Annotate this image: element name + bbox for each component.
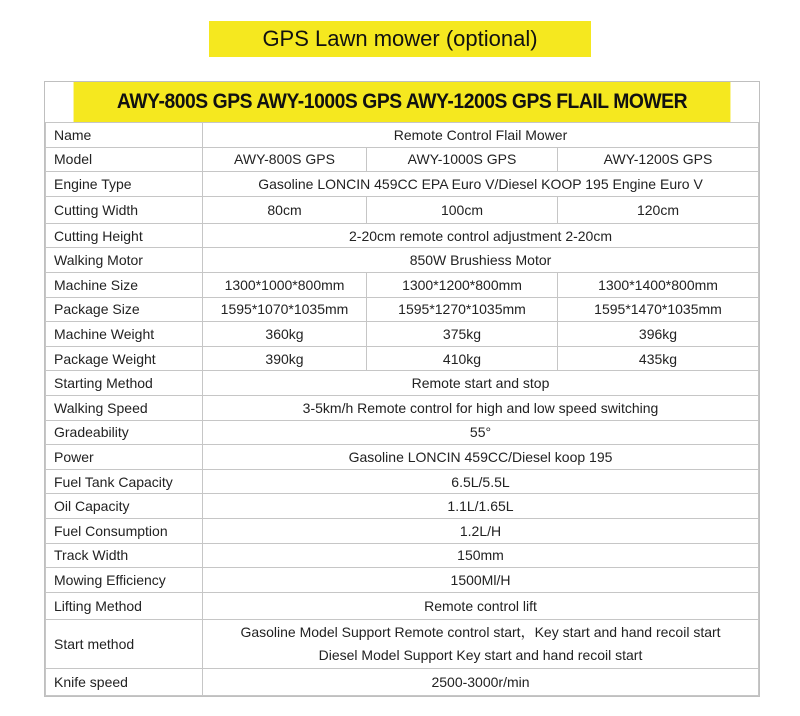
row-label: Walking Motor bbox=[46, 248, 203, 273]
row-value: 1595*1070*1035mm bbox=[203, 297, 367, 322]
row-value: Gasoline LONCIN 459CC EPA Euro V/Diesel KOOP 195 Engine Euro V bbox=[203, 172, 759, 197]
table-row-name bbox=[46, 123, 759, 148]
row-value: 100cm bbox=[367, 196, 558, 223]
row-value: 1.2L/H bbox=[203, 518, 759, 543]
row-value: Remote start and stop bbox=[203, 371, 759, 396]
row-value bbox=[203, 619, 759, 668]
row-value: Gasoline LONCIN 459CC/Diesel koop 195 bbox=[203, 445, 759, 470]
row-label: Name bbox=[46, 123, 203, 148]
spec-sheet bbox=[44, 81, 760, 697]
table-row-fuel-consumption bbox=[46, 518, 759, 543]
row-label: Mowing Efficiency bbox=[46, 568, 203, 593]
row-value: 850W Brushiess Motor bbox=[203, 248, 759, 273]
row-label: Gradeability bbox=[46, 420, 203, 445]
row-label: Fuel Tank Capacity bbox=[46, 469, 203, 494]
table-row-machine-size bbox=[46, 272, 759, 297]
table-row-package-size bbox=[46, 297, 759, 322]
row-label: Machine Weight bbox=[46, 322, 203, 347]
row-label: Package Size bbox=[46, 297, 203, 322]
row-value: 150mm bbox=[203, 543, 759, 568]
row-value: 390kg bbox=[203, 346, 367, 371]
models-banner: AWY-800S GPS AWY-1000S GPS AWY-1200S GPS FLAIL MOWER bbox=[74, 82, 731, 122]
row-value: 1300*1400*800mm bbox=[558, 272, 759, 297]
row-label: Fuel Consumption bbox=[46, 518, 203, 543]
row-label: Machine Size bbox=[46, 272, 203, 297]
table-row-fuel-tank-capacity bbox=[46, 469, 759, 494]
row-label: Start method bbox=[46, 619, 203, 668]
row-value: 55° bbox=[203, 420, 759, 445]
table-row-knife-speed bbox=[46, 668, 759, 695]
table-row-model bbox=[46, 147, 759, 172]
table-row-oil-capacity bbox=[46, 494, 759, 519]
row-value: 435kg bbox=[558, 346, 759, 371]
table-row-cutting-width bbox=[46, 196, 759, 223]
row-value: AWY-1200S GPS bbox=[558, 147, 759, 172]
row-value: 396kg bbox=[558, 322, 759, 347]
start-method-line: Diesel Model Support Key start and hand recoil start bbox=[318, 646, 643, 663]
row-value: Remote control lift bbox=[203, 592, 759, 619]
row-value: 1500Ml/H bbox=[203, 568, 759, 593]
row-label: Starting Method bbox=[46, 371, 203, 396]
row-value: 1300*1200*800mm bbox=[367, 272, 558, 297]
row-label: Walking Speed bbox=[46, 395, 203, 420]
row-label: Oil Capacity bbox=[46, 494, 203, 519]
row-label: Package Weight bbox=[46, 346, 203, 371]
row-value: 3-5km/h Remote control for high and low speed switching bbox=[203, 395, 759, 420]
row-label: Engine Type bbox=[46, 172, 203, 197]
table-row-walking-speed bbox=[46, 395, 759, 420]
row-value: 1595*1470*1035mm bbox=[558, 297, 759, 322]
row-value: 6.5L/5.5L bbox=[203, 469, 759, 494]
row-label: Knife speed bbox=[46, 668, 203, 695]
row-value: 80cm bbox=[203, 196, 367, 223]
table-row-package-weight bbox=[46, 346, 759, 371]
row-label: Lifting Method bbox=[46, 592, 203, 619]
row-label: Cutting Width bbox=[46, 196, 203, 223]
table-row-mowing-efficiency bbox=[46, 568, 759, 593]
row-value: 2500-3000r/min bbox=[203, 668, 759, 695]
row-label: Model bbox=[46, 147, 203, 172]
row-value: 1595*1270*1035mm bbox=[367, 297, 558, 322]
table-row-engine-type bbox=[46, 172, 759, 197]
table-row-track-width bbox=[46, 543, 759, 568]
row-value: AWY-1000S GPS bbox=[367, 147, 558, 172]
start-method-line: Gasoline Model Support Remote control start，Key start and hand recoil start bbox=[240, 623, 721, 640]
row-label: Cutting Height bbox=[46, 223, 203, 248]
spec-table bbox=[45, 122, 759, 696]
row-value: 1.1L/1.65L bbox=[203, 494, 759, 519]
table-row-starting-method bbox=[46, 371, 759, 396]
table-row-machine-weight bbox=[46, 322, 759, 347]
page-title: GPS Lawn mower (optional) bbox=[209, 21, 591, 57]
table-row-gradeability bbox=[46, 420, 759, 445]
row-value: 120cm bbox=[558, 196, 759, 223]
table-row-power bbox=[46, 445, 759, 470]
row-value: 410kg bbox=[367, 346, 558, 371]
row-value: 360kg bbox=[203, 322, 367, 347]
table-row-walking-motor bbox=[46, 248, 759, 273]
table-row-start-method bbox=[46, 619, 759, 668]
row-value: Remote Control Flail Mower bbox=[203, 123, 759, 148]
row-label: Power bbox=[46, 445, 203, 470]
row-value: 2-20cm remote control adjustment 2-20cm bbox=[203, 223, 759, 248]
row-value: 1300*1000*800mm bbox=[203, 272, 367, 297]
table-row-cutting-height bbox=[46, 223, 759, 248]
row-value: 375kg bbox=[367, 322, 558, 347]
table-row-lifting-method bbox=[46, 592, 759, 619]
row-value: AWY-800S GPS bbox=[203, 147, 367, 172]
row-label: Track Width bbox=[46, 543, 203, 568]
